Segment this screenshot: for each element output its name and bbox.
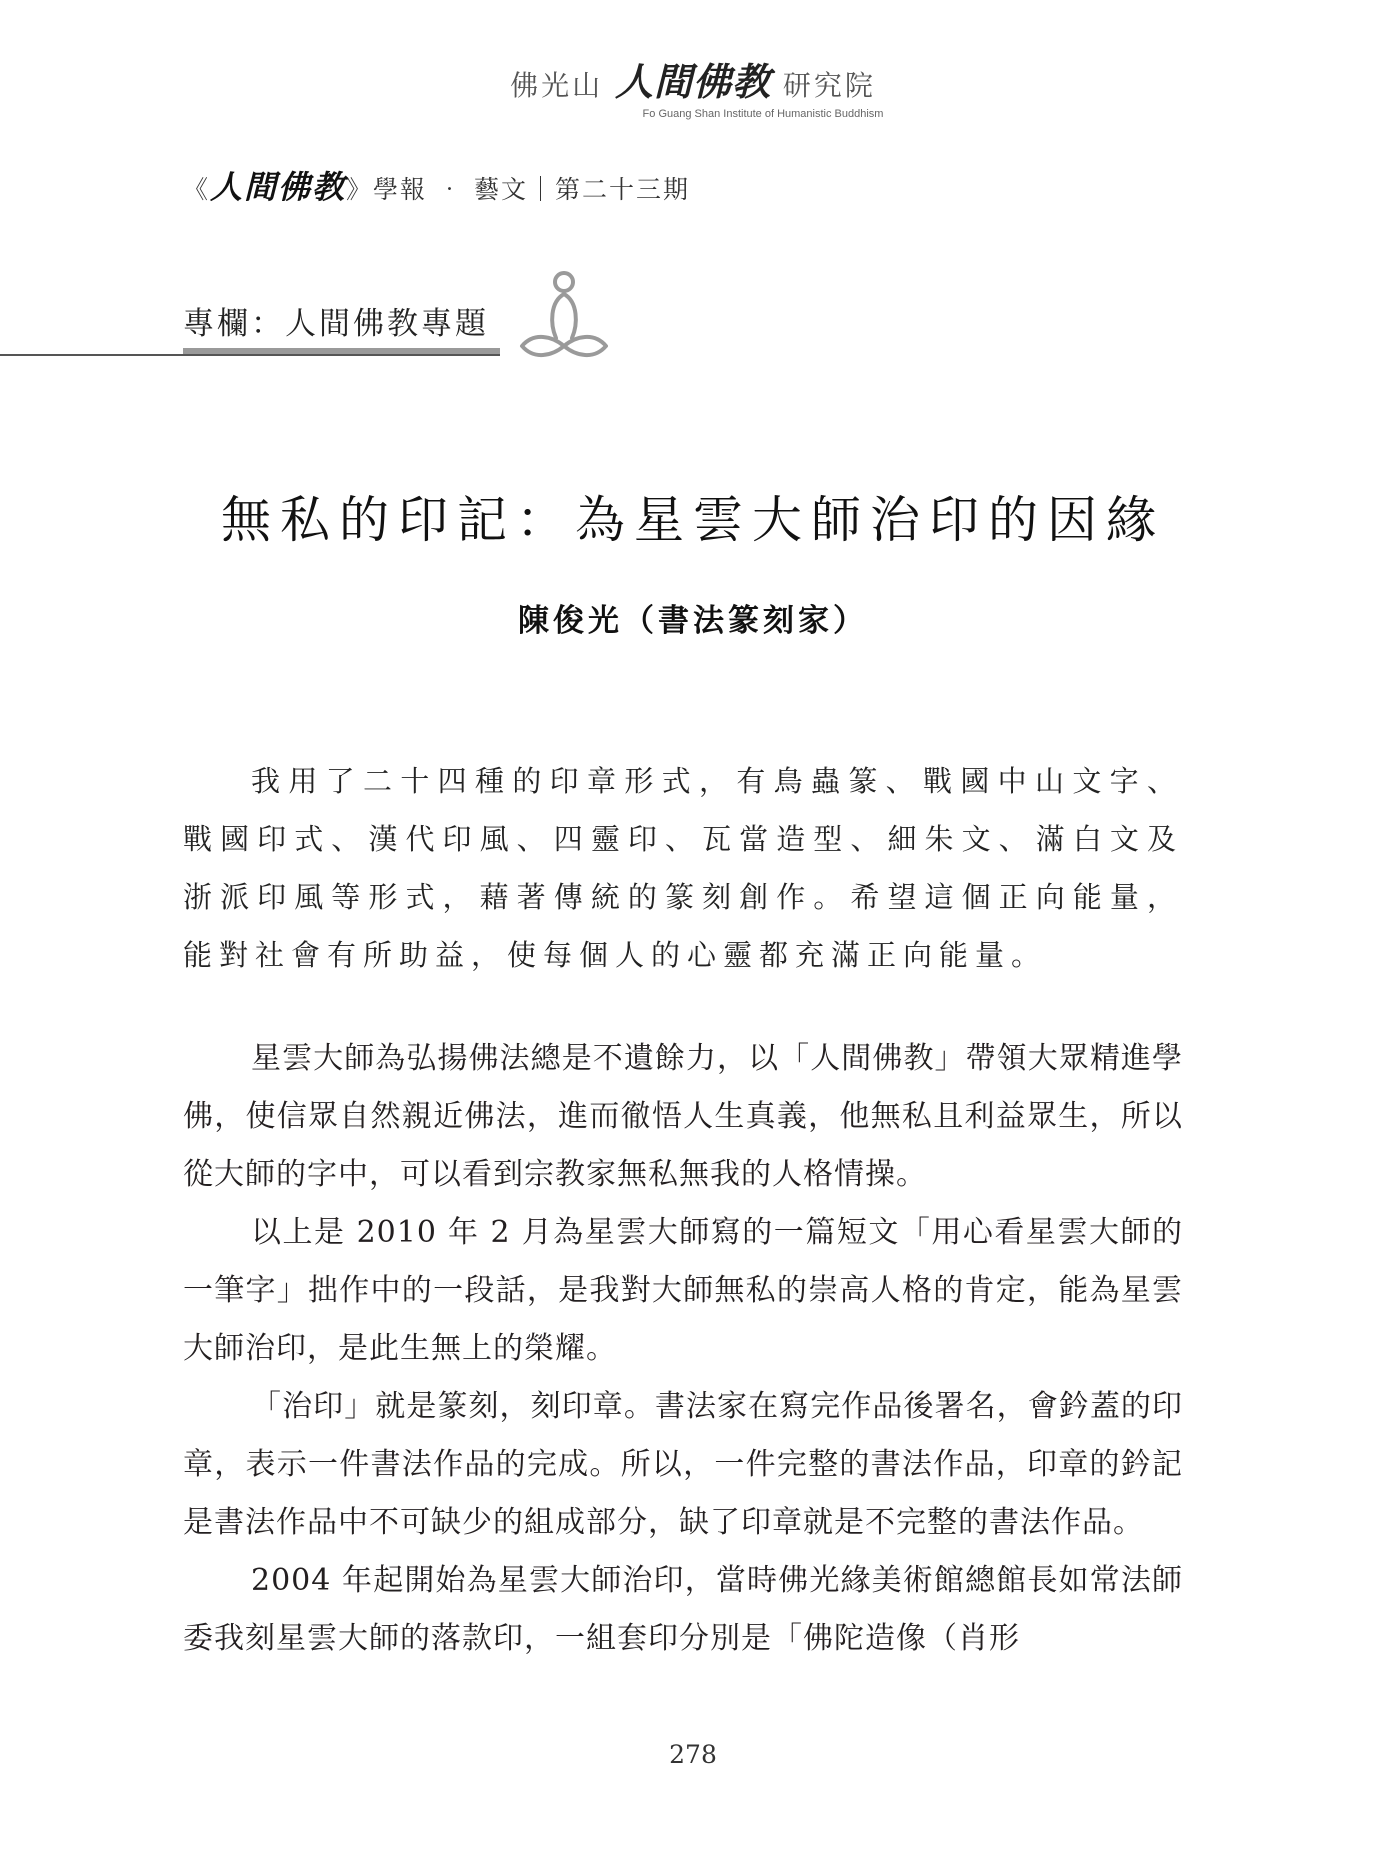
journal-issue: 學報 ‧ 藝文｜第二十三期 — [373, 175, 690, 204]
body-paragraph: 星雲大師為弘揚佛法總是不遺餘力，以「人間佛教」帶領大眾精進學佛，使信眾自然親近佛法，進而徹悟人生真義，他無私且利益眾生，所以從大師的字中，可以看到宗教家無私無我的人格情操。 — [183, 1041, 1183, 1192]
column-rule-thin — [0, 354, 500, 356]
institute-brand-logo: 人間佛教 — [614, 59, 771, 104]
journal-running-head — [183, 162, 690, 208]
institute-prefix: 佛光山 — [510, 69, 604, 102]
meditating-figure-icon — [516, 268, 612, 364]
article-body — [183, 1030, 1183, 1668]
journal-brand-logo: 人間佛教 — [210, 168, 347, 206]
column-label: 專欄：人間佛教專題 — [183, 306, 489, 342]
epigraph-quote: 我用了二十四種的印章形式，有鳥蟲篆、戰國中山文字、戰國印式、漢代印風、四靈印、瓦當造型、細朱文、滿白文及浙派印風等形式，藉著傳統的篆刻創作。希望這個正向能量，能對社會有所助益，使每個人的心靈都充滿正向能量。 — [183, 764, 1183, 972]
body-paragraph: 2004 年起開始為星雲大師治印，當時佛光緣美術館總館長如常法師委我刻星雲大師的落款印，一組套印分別是「佛陀造像（肖形 — [183, 1563, 1183, 1656]
institute-header — [0, 59, 1386, 120]
body-paragraph: 以上是 2010 年 2 月為星雲大師寫的一篇短文「用心看星雲大師的一筆字」拙作中的一段話，是我對大師無私的崇高人格的肯定，能為星雲大師治印，是此生無上的榮耀。 — [183, 1215, 1183, 1366]
article-author: 陳俊光（書法篆刻家） — [518, 603, 868, 639]
institute-english-name: Fo Guang Shan Institute of Humanistic Buddhism — [642, 108, 884, 120]
body-paragraph: 「治印」就是篆刻，刻印章。書法家在寫完作品後署名，會鈐蓋的印章，表示一件書法作品的完成。所以，一件完整的書法作品，印章的鈐記是書法作品中不可缺少的組成部分，缺了印章就是不完整的書法作品。 — [183, 1389, 1183, 1540]
journal-open-bracket: 《 — [183, 175, 211, 204]
institute-suffix: 研究院 — [782, 69, 876, 102]
column-rule-thick — [183, 348, 500, 354]
page-number: 278 — [669, 1740, 717, 1769]
institute-name — [0, 59, 1386, 106]
article-title: 無私的印記：為星雲大師治印的因緣 — [221, 491, 1165, 549]
journal-close-bracket: 》 — [346, 175, 374, 204]
